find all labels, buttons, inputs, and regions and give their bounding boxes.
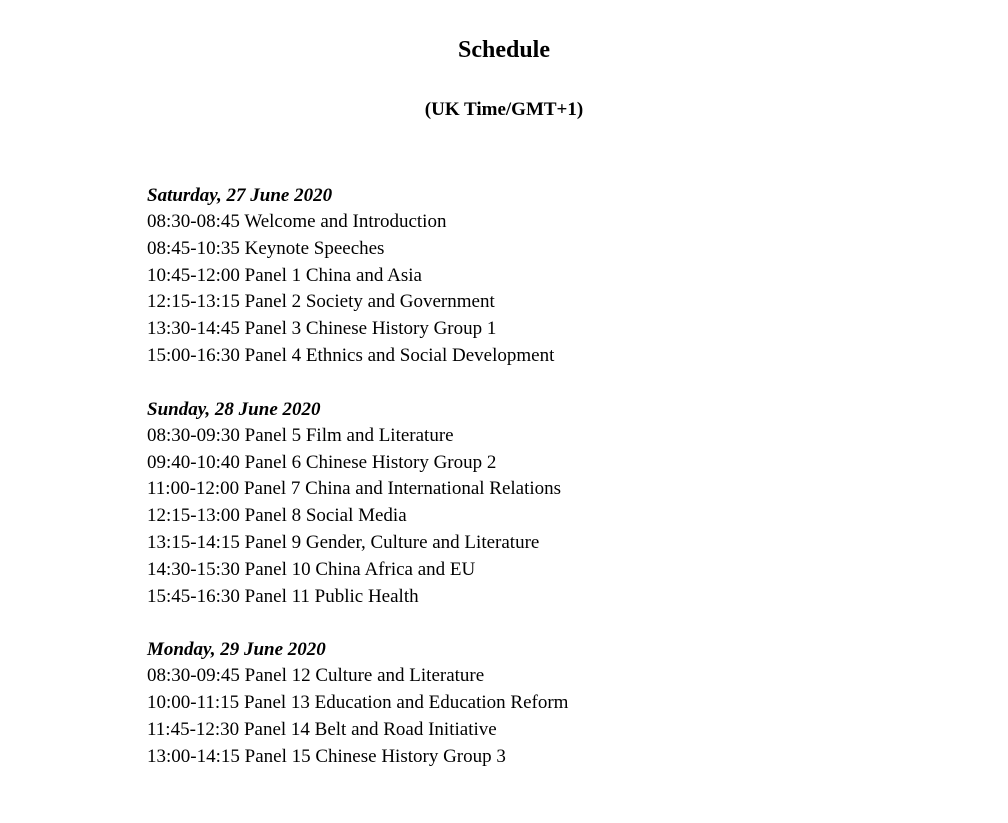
session-item	[147, 717, 967, 744]
session-item	[147, 584, 967, 611]
day-heading: Monday, 29 June 2020	[147, 639, 326, 661]
session-item	[147, 476, 967, 503]
session-label: Panel 9 Gender, Culture and Literature	[244, 531, 540, 553]
session-label: Panel 11 Public Health	[244, 585, 419, 607]
session-label: Panel 15 Chinese History Group 3	[244, 745, 506, 767]
session-label: Panel 12 Culture and Literature	[244, 665, 485, 687]
session-time: 10:45-12:00	[147, 264, 240, 286]
session-time: 13:30-14:45	[147, 318, 240, 340]
session-time: 15:45-16:30	[147, 585, 240, 607]
schedule-days	[147, 182, 967, 797]
session-label: Panel 13 Education and Education Reform	[243, 692, 569, 714]
session-label: Panel 4 Ethnics and Social Development	[244, 344, 555, 366]
session-time: 12:15-13:15	[147, 291, 240, 313]
session-label: Panel 1 China and Asia	[244, 264, 422, 286]
day-heading: Saturday, 27 June 2020	[147, 185, 333, 206]
session-time: 11:45-12:30	[147, 718, 240, 740]
session-time: 12:15-13:00	[147, 505, 240, 527]
session-time: 10:00-11:15	[147, 692, 240, 714]
session-label: Panel 2 Society and Government	[244, 291, 495, 313]
session-time: 11:00-12:00	[147, 478, 240, 500]
session-label: Welcome and Introduction	[244, 211, 447, 232]
session-item	[147, 663, 967, 690]
session-label: Panel 5 Film and Literature	[244, 424, 454, 446]
day-section-sunday	[147, 396, 967, 611]
session-item	[147, 503, 967, 530]
session-time: 14:30-15:30	[147, 558, 240, 580]
session-label: Panel 6 Chinese History Group 2	[244, 451, 497, 473]
session-item	[147, 450, 967, 477]
session-time: 08:30-09:45	[147, 665, 240, 687]
session-item	[147, 343, 967, 370]
session-item	[147, 557, 967, 584]
session-item	[147, 423, 967, 450]
session-item	[147, 316, 967, 343]
session-label: Panel 7 China and International Relations	[243, 478, 562, 500]
session-item	[147, 690, 967, 717]
session-item	[147, 209, 967, 236]
session-label: Panel 3 Chinese History Group 1	[244, 318, 497, 340]
day-heading: Sunday, 28 June 2020	[147, 398, 321, 420]
timezone-subtitle: (UK Time/GMT+1)	[424, 99, 584, 120]
session-time: 08:45-10:35	[147, 237, 240, 259]
session-time: 09:40-10:40	[147, 451, 240, 473]
session-label: Panel 8 Social Media	[244, 505, 407, 527]
day-section-monday	[147, 636, 967, 770]
session-time: 13:15-14:15	[147, 531, 240, 553]
session-item	[147, 289, 967, 316]
session-label: Panel 10 China Africa and EU	[244, 558, 476, 580]
session-time: 08:30-09:30	[147, 424, 240, 446]
session-label: Keynote Speeches	[244, 237, 385, 259]
page-title: Schedule	[457, 37, 550, 63]
session-item	[147, 236, 967, 263]
session-time: 08:30-08:45	[147, 211, 240, 232]
session-item	[147, 744, 967, 771]
session-item	[147, 530, 967, 557]
session-time: 13:00-14:15	[147, 745, 240, 767]
session-time: 15:00-16:30	[147, 344, 240, 366]
session-item	[147, 263, 967, 290]
day-section-saturday	[147, 182, 967, 370]
session-label: Panel 14 Belt and Road Initiative	[243, 718, 497, 740]
